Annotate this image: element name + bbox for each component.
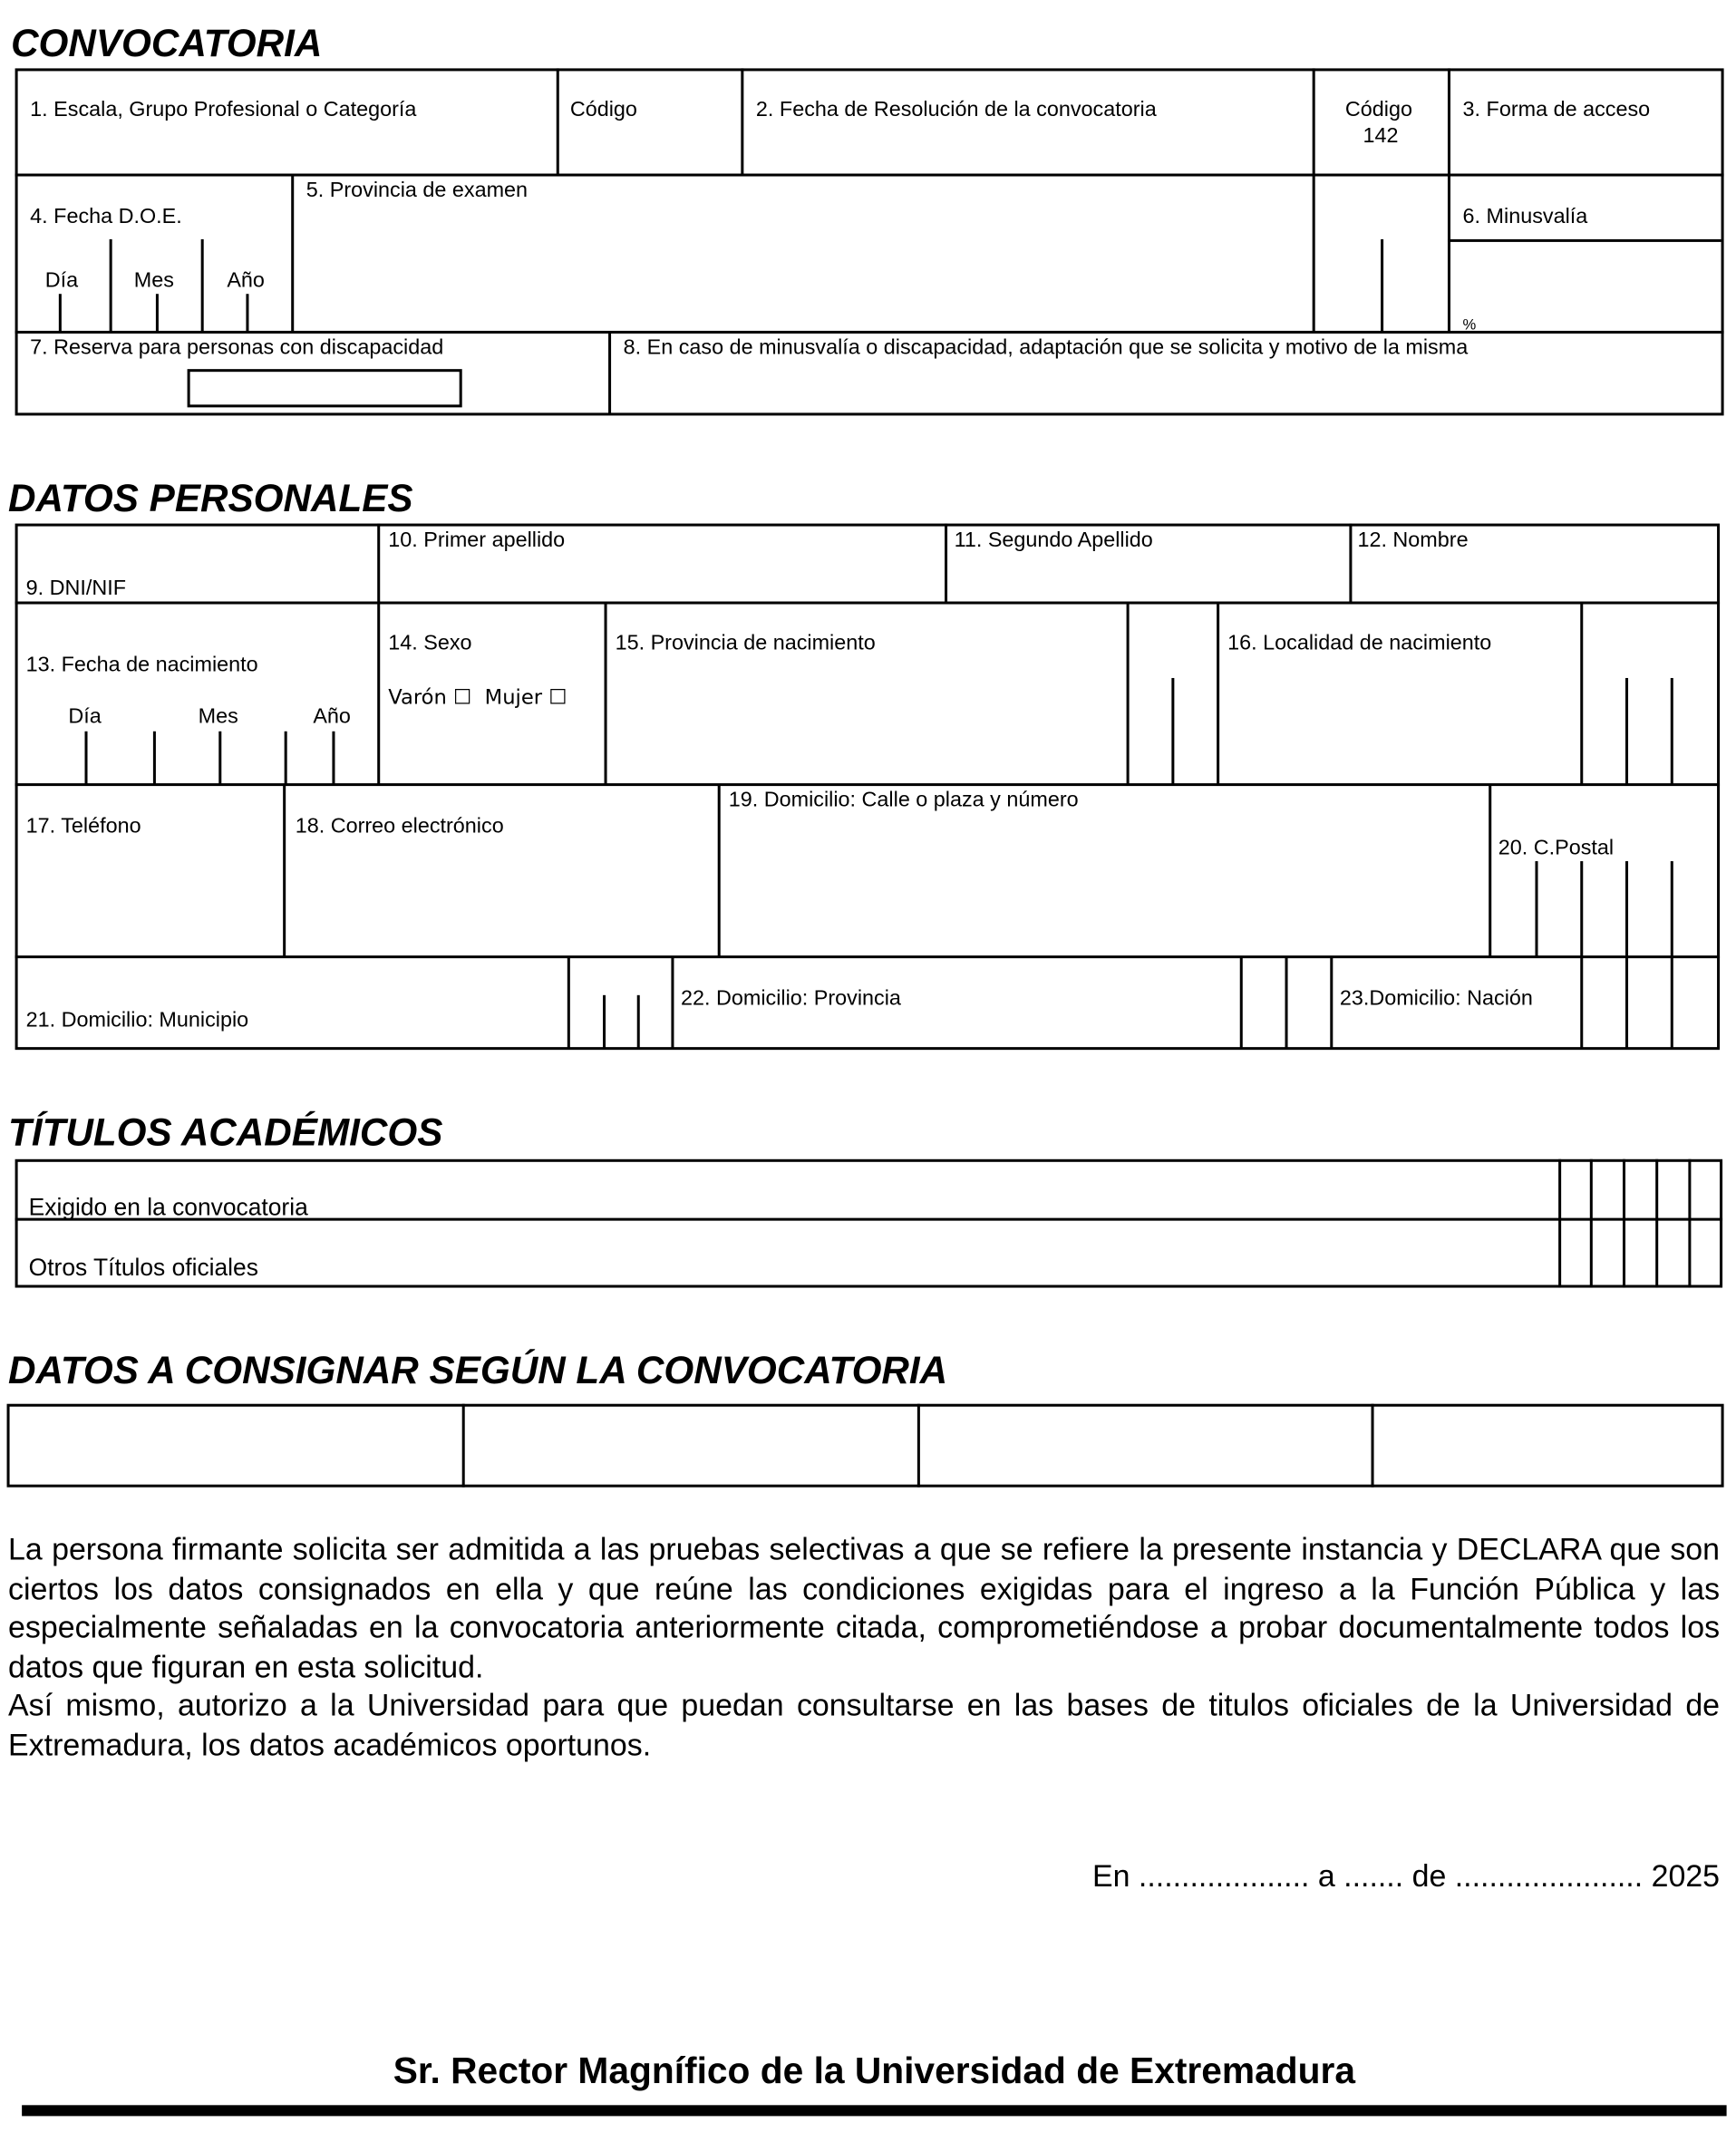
- label-codigo-2: Código: [1344, 98, 1412, 122]
- section-title-titulos: TÍTULOS ACADÉMICOS: [8, 1111, 443, 1154]
- tick: [332, 732, 335, 785]
- divider: [1330, 957, 1333, 1049]
- tick: [285, 732, 287, 785]
- label-anio: Año: [227, 269, 265, 293]
- divider: [605, 603, 607, 785]
- label-minusvalia: 6. Minusvalía: [1462, 205, 1588, 228]
- footer-bar: [22, 2105, 1726, 2116]
- tick: [603, 995, 606, 1049]
- label-fecha-doe: 4. Fecha D.O.E.: [30, 205, 182, 228]
- tick: [637, 995, 640, 1049]
- section-title-datos-personales: DATOS PERSONALES: [8, 477, 413, 520]
- label-telefono: 17. Teléfono: [25, 814, 141, 838]
- label-nombre: 12. Nombre: [1357, 528, 1469, 553]
- divider: [462, 1404, 465, 1488]
- divider: [1623, 1159, 1625, 1288]
- divider: [718, 785, 721, 957]
- label-forma-acceso: 3. Forma de acceso: [1462, 98, 1651, 122]
- divider: [945, 524, 947, 603]
- divider: [567, 957, 570, 1049]
- label-adaptacion: 8. En caso de minusvalía o discapacidad, adaptación que se solicita y motivo de la misma: [623, 335, 1469, 360]
- codigo-value: 142: [1363, 124, 1399, 148]
- tick: [84, 732, 87, 785]
- label-domicilio-provincia: 22. Domicilio: Provincia: [680, 986, 901, 1011]
- tick: [1580, 861, 1583, 957]
- label-fecha-nacimiento: 13. Fecha de nacimiento: [25, 653, 258, 677]
- tick: [1625, 678, 1628, 785]
- label-otros-titulos: Otros Títulos oficiales: [28, 1253, 258, 1281]
- tick: [1171, 678, 1174, 785]
- divider: [1127, 603, 1130, 785]
- label-reserva: 7. Reserva para personas con discapacidad: [30, 335, 444, 360]
- divider: [1313, 68, 1315, 332]
- divider: [1489, 785, 1491, 957]
- label-titulo-exigido: Exigido en la convocatoria: [28, 1193, 308, 1221]
- tick: [156, 294, 159, 332]
- tick: [110, 239, 112, 333]
- label-codigo-postal: 20. C.Postal: [1498, 836, 1615, 860]
- label-provincia-nacimiento: 15. Provincia de nacimiento: [615, 631, 876, 655]
- label-segundo-apellido: 11. Segundo Apellido: [954, 528, 1153, 553]
- divider: [608, 332, 611, 413]
- label-anio: Año: [313, 705, 351, 729]
- fecha-firma: En .................... a ....... de ...................... 2025: [1091, 1858, 1721, 1894]
- divider: [1217, 603, 1219, 785]
- declaration-paragraph-2: Así mismo, autorizo a la Universidad para que puedan consultarse en las bases de titulos oficiales de la Universidad de Extremadura, los datos académicos oportunos.: [8, 1688, 1721, 1762]
- declaration-paragraph-1: La persona firmante solicita ser admitida a las pruebas selectivas a que se refiere la presente instancia y DECLARA que son ciertos los datos consignados en ella y que reúne las condiciones exigidas para el ingreso a la Función Pública y las especialmente señaladas en la convocatoria anteriormente citada, comprometiéndose a probar documentalmente todos los datos que figuran en esta solicitud.: [8, 1532, 1721, 1684]
- divider: [1655, 1159, 1658, 1288]
- divider: [1285, 957, 1288, 1049]
- divider: [283, 785, 286, 957]
- tick: [1671, 678, 1673, 785]
- divider: [377, 524, 380, 785]
- label-codigo: Código: [569, 98, 637, 122]
- divider: [1580, 603, 1583, 785]
- tick: [201, 239, 204, 333]
- divider: [1625, 957, 1628, 1049]
- label-domicilio: 19. Domicilio: Calle o plaza y número: [728, 789, 1079, 812]
- label-localidad-nacimiento: 16. Localidad de nacimiento: [1227, 631, 1492, 655]
- divider: [1372, 1404, 1374, 1488]
- divider: [291, 175, 294, 332]
- label-dia: Día: [44, 269, 79, 293]
- titulos-table: [15, 1159, 1722, 1288]
- divider: [1558, 1159, 1561, 1288]
- label-escala[interactable]: 1. Escala, Grupo Profesional o Categoría: [30, 98, 417, 122]
- percent-sign: %: [1462, 316, 1477, 331]
- label-sexo: 14. Sexo: [388, 631, 472, 655]
- label-nacion: 23.Domicilio: Nación: [1339, 986, 1533, 1011]
- declaration-text: [8, 1531, 1720, 1765]
- destinatario: Sr. Rector Magnífico de la Universidad de Extremadura: [393, 2050, 1355, 2092]
- tick: [1671, 861, 1673, 957]
- label-municipio: 21. Domicilio: Municipio: [25, 1008, 249, 1032]
- tick: [1381, 239, 1383, 333]
- divider: [1688, 1159, 1691, 1288]
- divider: [557, 68, 559, 175]
- divider: [917, 1404, 920, 1488]
- section-title-convocatoria: CONVOCATORIA: [11, 22, 323, 64]
- tick: [1625, 861, 1628, 957]
- divider: [1448, 239, 1721, 242]
- divider: [15, 174, 1724, 177]
- label-correo: 18. Correo electrónico: [295, 814, 504, 838]
- label-mes: Mes: [133, 269, 174, 293]
- divider: [15, 331, 1724, 334]
- divider: [1448, 68, 1450, 332]
- divider: [1240, 957, 1243, 1049]
- divider: [15, 783, 1720, 786]
- label-dni: 9. DNI/NIF: [25, 577, 127, 601]
- tick: [246, 294, 248, 332]
- tick: [218, 732, 221, 785]
- label-dia: Día: [68, 705, 102, 729]
- divider: [1349, 524, 1352, 603]
- divider: [741, 68, 743, 175]
- divider: [1671, 957, 1673, 1049]
- reserva-input-box[interactable]: [188, 369, 462, 407]
- divider: [15, 955, 1720, 958]
- section-title-datos-consignar: DATOS A CONSIGNAR SEGÚN LA CONVOCATORIA: [8, 1349, 948, 1392]
- divider: [1590, 1159, 1593, 1288]
- datos-consignar-table[interactable]: [7, 1404, 1724, 1488]
- divider: [671, 957, 674, 1049]
- divider: [15, 602, 1720, 605]
- label-fecha-resolucion: 2. Fecha de Resolución de la convocatoria: [755, 98, 1157, 122]
- label-mes: Mes: [198, 705, 238, 729]
- tick: [1535, 861, 1537, 957]
- label-primer-apellido: 10. Primer apellido: [388, 528, 566, 553]
- tick: [153, 732, 156, 785]
- sexo-checkboxes[interactable]: Varón ☐ Mujer ☐: [388, 684, 567, 710]
- label-provincia-examen: 5. Provincia de examen: [305, 179, 529, 203]
- tick: [59, 294, 62, 332]
- divider: [1580, 957, 1583, 1049]
